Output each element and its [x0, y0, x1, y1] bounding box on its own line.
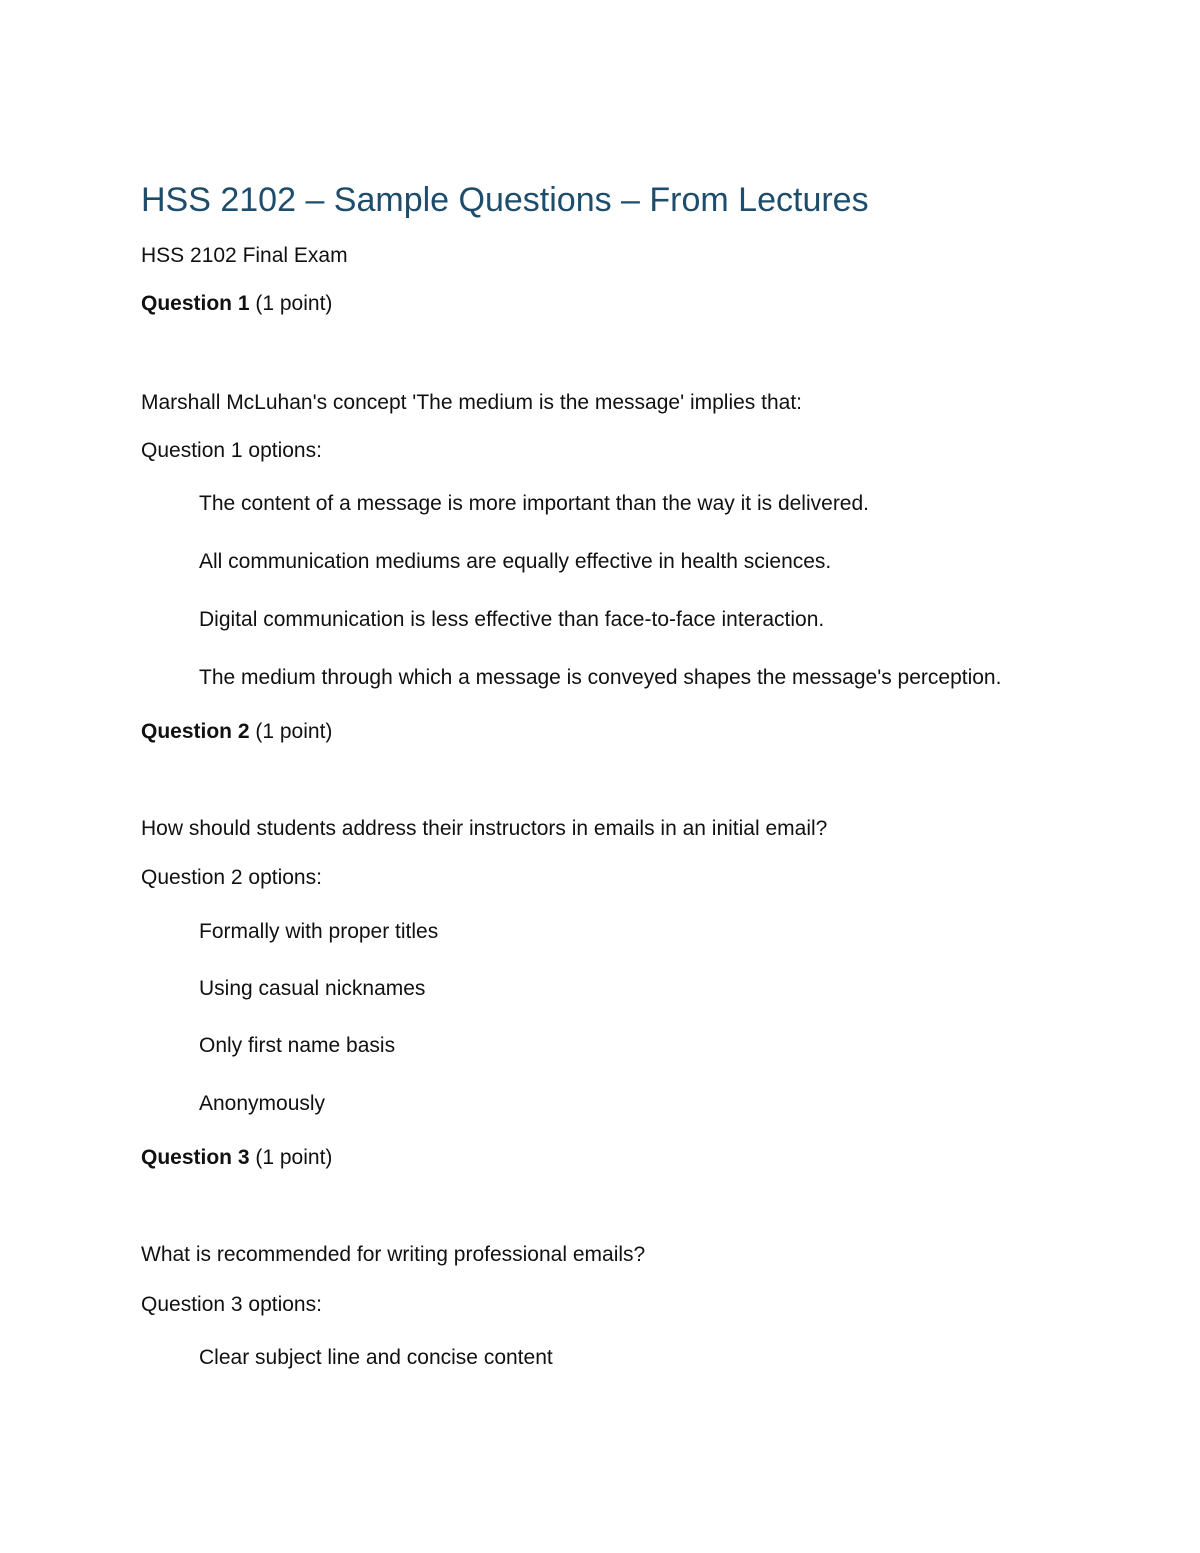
question-2-label: Question 2 [141, 720, 250, 743]
question-2-points: (1 point) [255, 720, 333, 743]
question-3-points: (1 point) [255, 1146, 333, 1169]
question-1-label: Question 1 [141, 292, 250, 315]
question-1-options-label: Question 1 options: [141, 439, 322, 462]
document-title: HSS 2102 – Sample Questions – From Lectures [141, 181, 869, 219]
question-2-prompt: How should students address their instructors in emails in an initial email? [141, 817, 828, 840]
question-3-label: Question 3 [141, 1146, 250, 1169]
question-3-option-1: Clear subject line and concise content [199, 1346, 553, 1369]
question-3-prompt: What is recommended for writing professional emails? [141, 1243, 646, 1266]
question-1-points: (1 point) [255, 292, 333, 315]
question-2-option-3: Only first name basis [199, 1034, 396, 1057]
question-1-prompt: Marshall McLuhan's concept 'The medium is the message' implies that: [141, 391, 802, 414]
question-1-option-3: Digital communication is less effective than face-to-face interaction. [199, 608, 825, 631]
question-1-header [141, 290, 332, 318]
question-1-option-4: The medium through which a message is conveyed shapes the message's perception. [199, 666, 1002, 689]
question-2-option-2: Using casual nicknames [199, 977, 426, 1000]
question-2-option-4: Anonymously [199, 1092, 326, 1115]
question-2-options-label: Question 2 options: [141, 866, 322, 889]
question-2-header [141, 718, 332, 746]
question-3-header [141, 1144, 332, 1172]
question-1-option-2: All communication mediums are equally effective in health sciences. [199, 550, 832, 573]
question-2-option-1: Formally with proper titles [199, 920, 439, 943]
question-1-option-1: The content of a message is more important than the way it is delivered. [199, 492, 870, 515]
question-3-options-label: Question 3 options: [141, 1293, 322, 1316]
document-subtitle: HSS 2102 Final Exam [141, 244, 348, 267]
